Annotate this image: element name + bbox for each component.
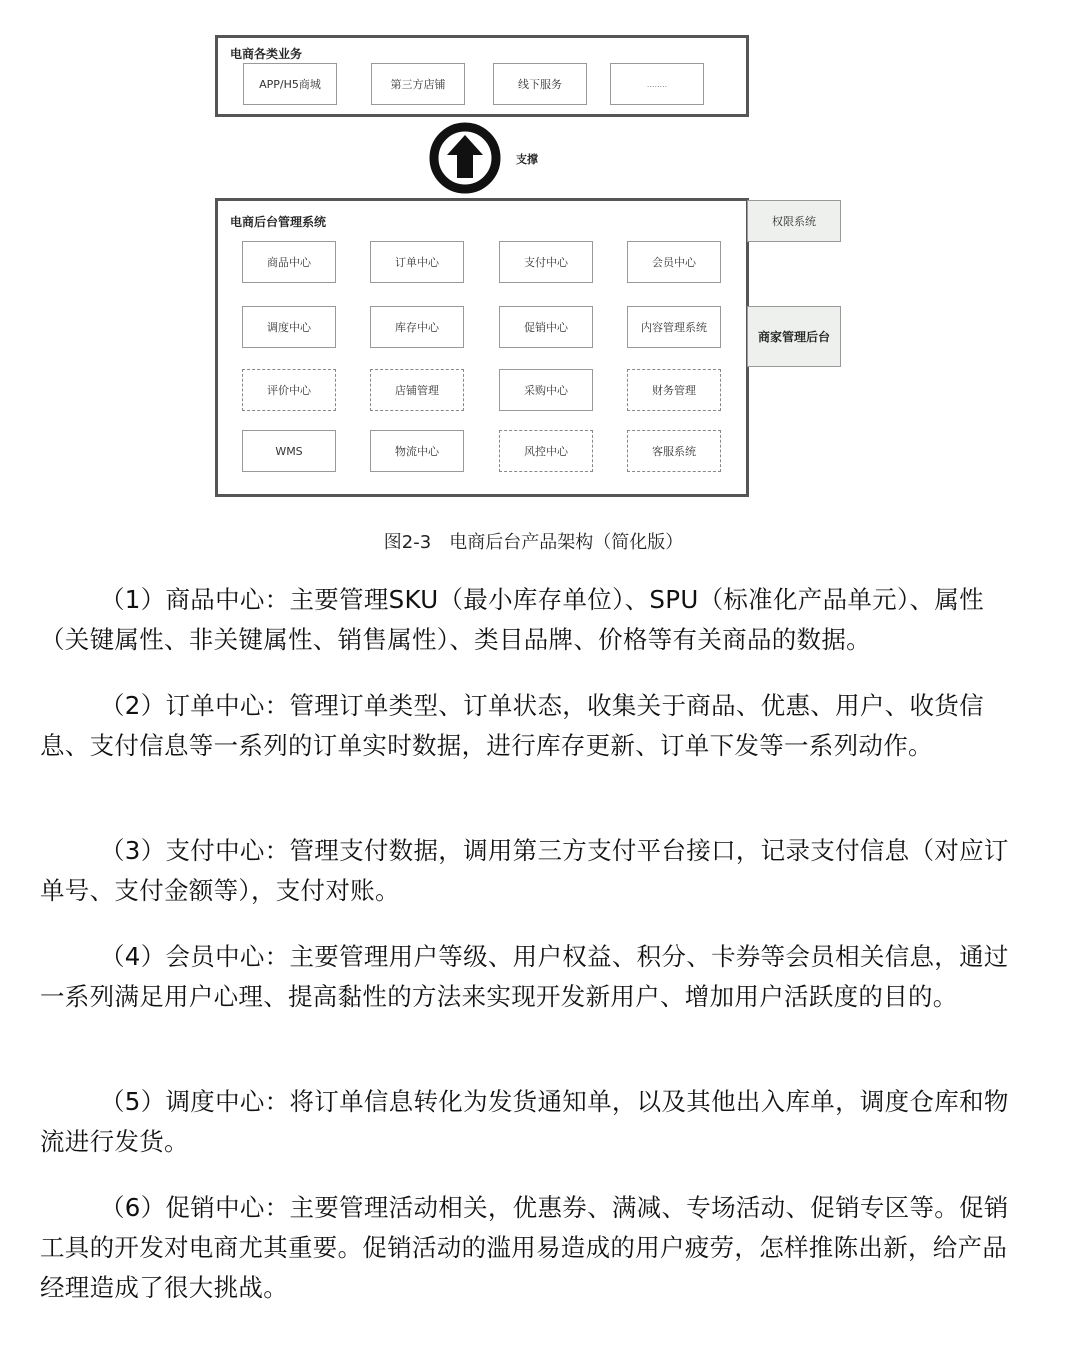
business-item-third-party: 第三方店铺 [371, 63, 465, 105]
module-customer-service: 客服系统 [627, 430, 721, 472]
module-payment-center: 支付中心 [499, 241, 593, 283]
module-purchase-center: 采购中心 [499, 369, 593, 411]
module-store-management: 店铺管理 [370, 369, 464, 411]
business-frame [215, 35, 749, 117]
backend-frame-title: 电商后台管理系统 [230, 215, 327, 229]
module-risk-control-center: 风控中心 [499, 430, 593, 472]
module-dispatch-center: 调度中心 [242, 306, 336, 348]
up-arrow-circle-icon [429, 122, 501, 194]
paragraph-payment-center: （3）支付中心：管理支付数据，调用第三方支付平台接口，记录支付信息（对应订单号、支付金额等），支付对账。 [40, 836, 1009, 905]
support-label: 支撑 [516, 153, 538, 166]
paragraph-order-center: （2）订单中心：管理订单类型、订单状态，收集关于商品、优惠、用户、收货信息、支付信息等一系列的订单实时数据，进行库存更新、订单下发等一系列动作。 [40, 691, 984, 760]
paragraph-product-center: （1）商品中心：主要管理SKU（最小库存单位）、SPU（标准化产品单元）、属性（关键属性、非关键属性、销售属性）、类目品牌、价格等有关商品的数据。 [40, 585, 984, 654]
business-frame-title: 电商各类业务 [230, 47, 303, 61]
module-inventory-center: 库存中心 [370, 306, 464, 348]
paragraph-promotion-center: （6）促销中心：主要管理活动相关，优惠券、满减、专场活动、促销专区等。促销工具的开发对电商尤其重要。促销活动的滥用易造成的用户疲劳，怎样推陈出新，给产品经理造成了很大挑战。 [40, 1193, 1009, 1302]
module-wms: WMS [242, 430, 336, 472]
module-member-center: 会员中心 [627, 241, 721, 283]
module-logistics-center: 物流中心 [370, 430, 464, 472]
business-item-app: APP/H5商城 [243, 63, 337, 105]
merchant-admin-box: 商家管理后台 [747, 306, 841, 367]
module-cms: 内容管理系统 [627, 306, 721, 348]
module-finance-management: 财务管理 [627, 369, 721, 411]
figure-caption: 图2-3 电商后台产品架构（简化版） [383, 532, 684, 553]
module-order-center: 订单中心 [370, 241, 464, 283]
module-promotion-center: 促销中心 [499, 306, 593, 348]
paragraph-dispatch-center: （5）调度中心：将订单信息转化为发货通知单，以及其他出入库单，调度仓库和物流进行发货。 [40, 1087, 1009, 1156]
business-item-offline: 线下服务 [493, 63, 587, 105]
module-review-center: 评价中心 [242, 369, 336, 411]
backend-frame [215, 198, 749, 497]
paragraph-member-center: （4）会员中心：主要管理用户等级、用户权益、积分、卡券等会员相关信息，通过一系列满足用户心理、提高黏性的方法来实现开发新用户、增加用户活跃度的目的。 [40, 942, 1009, 1011]
module-product-center: 商品中心 [242, 241, 336, 283]
business-item-more: ........ [610, 63, 704, 105]
permission-system-box: 权限系统 [747, 200, 841, 242]
